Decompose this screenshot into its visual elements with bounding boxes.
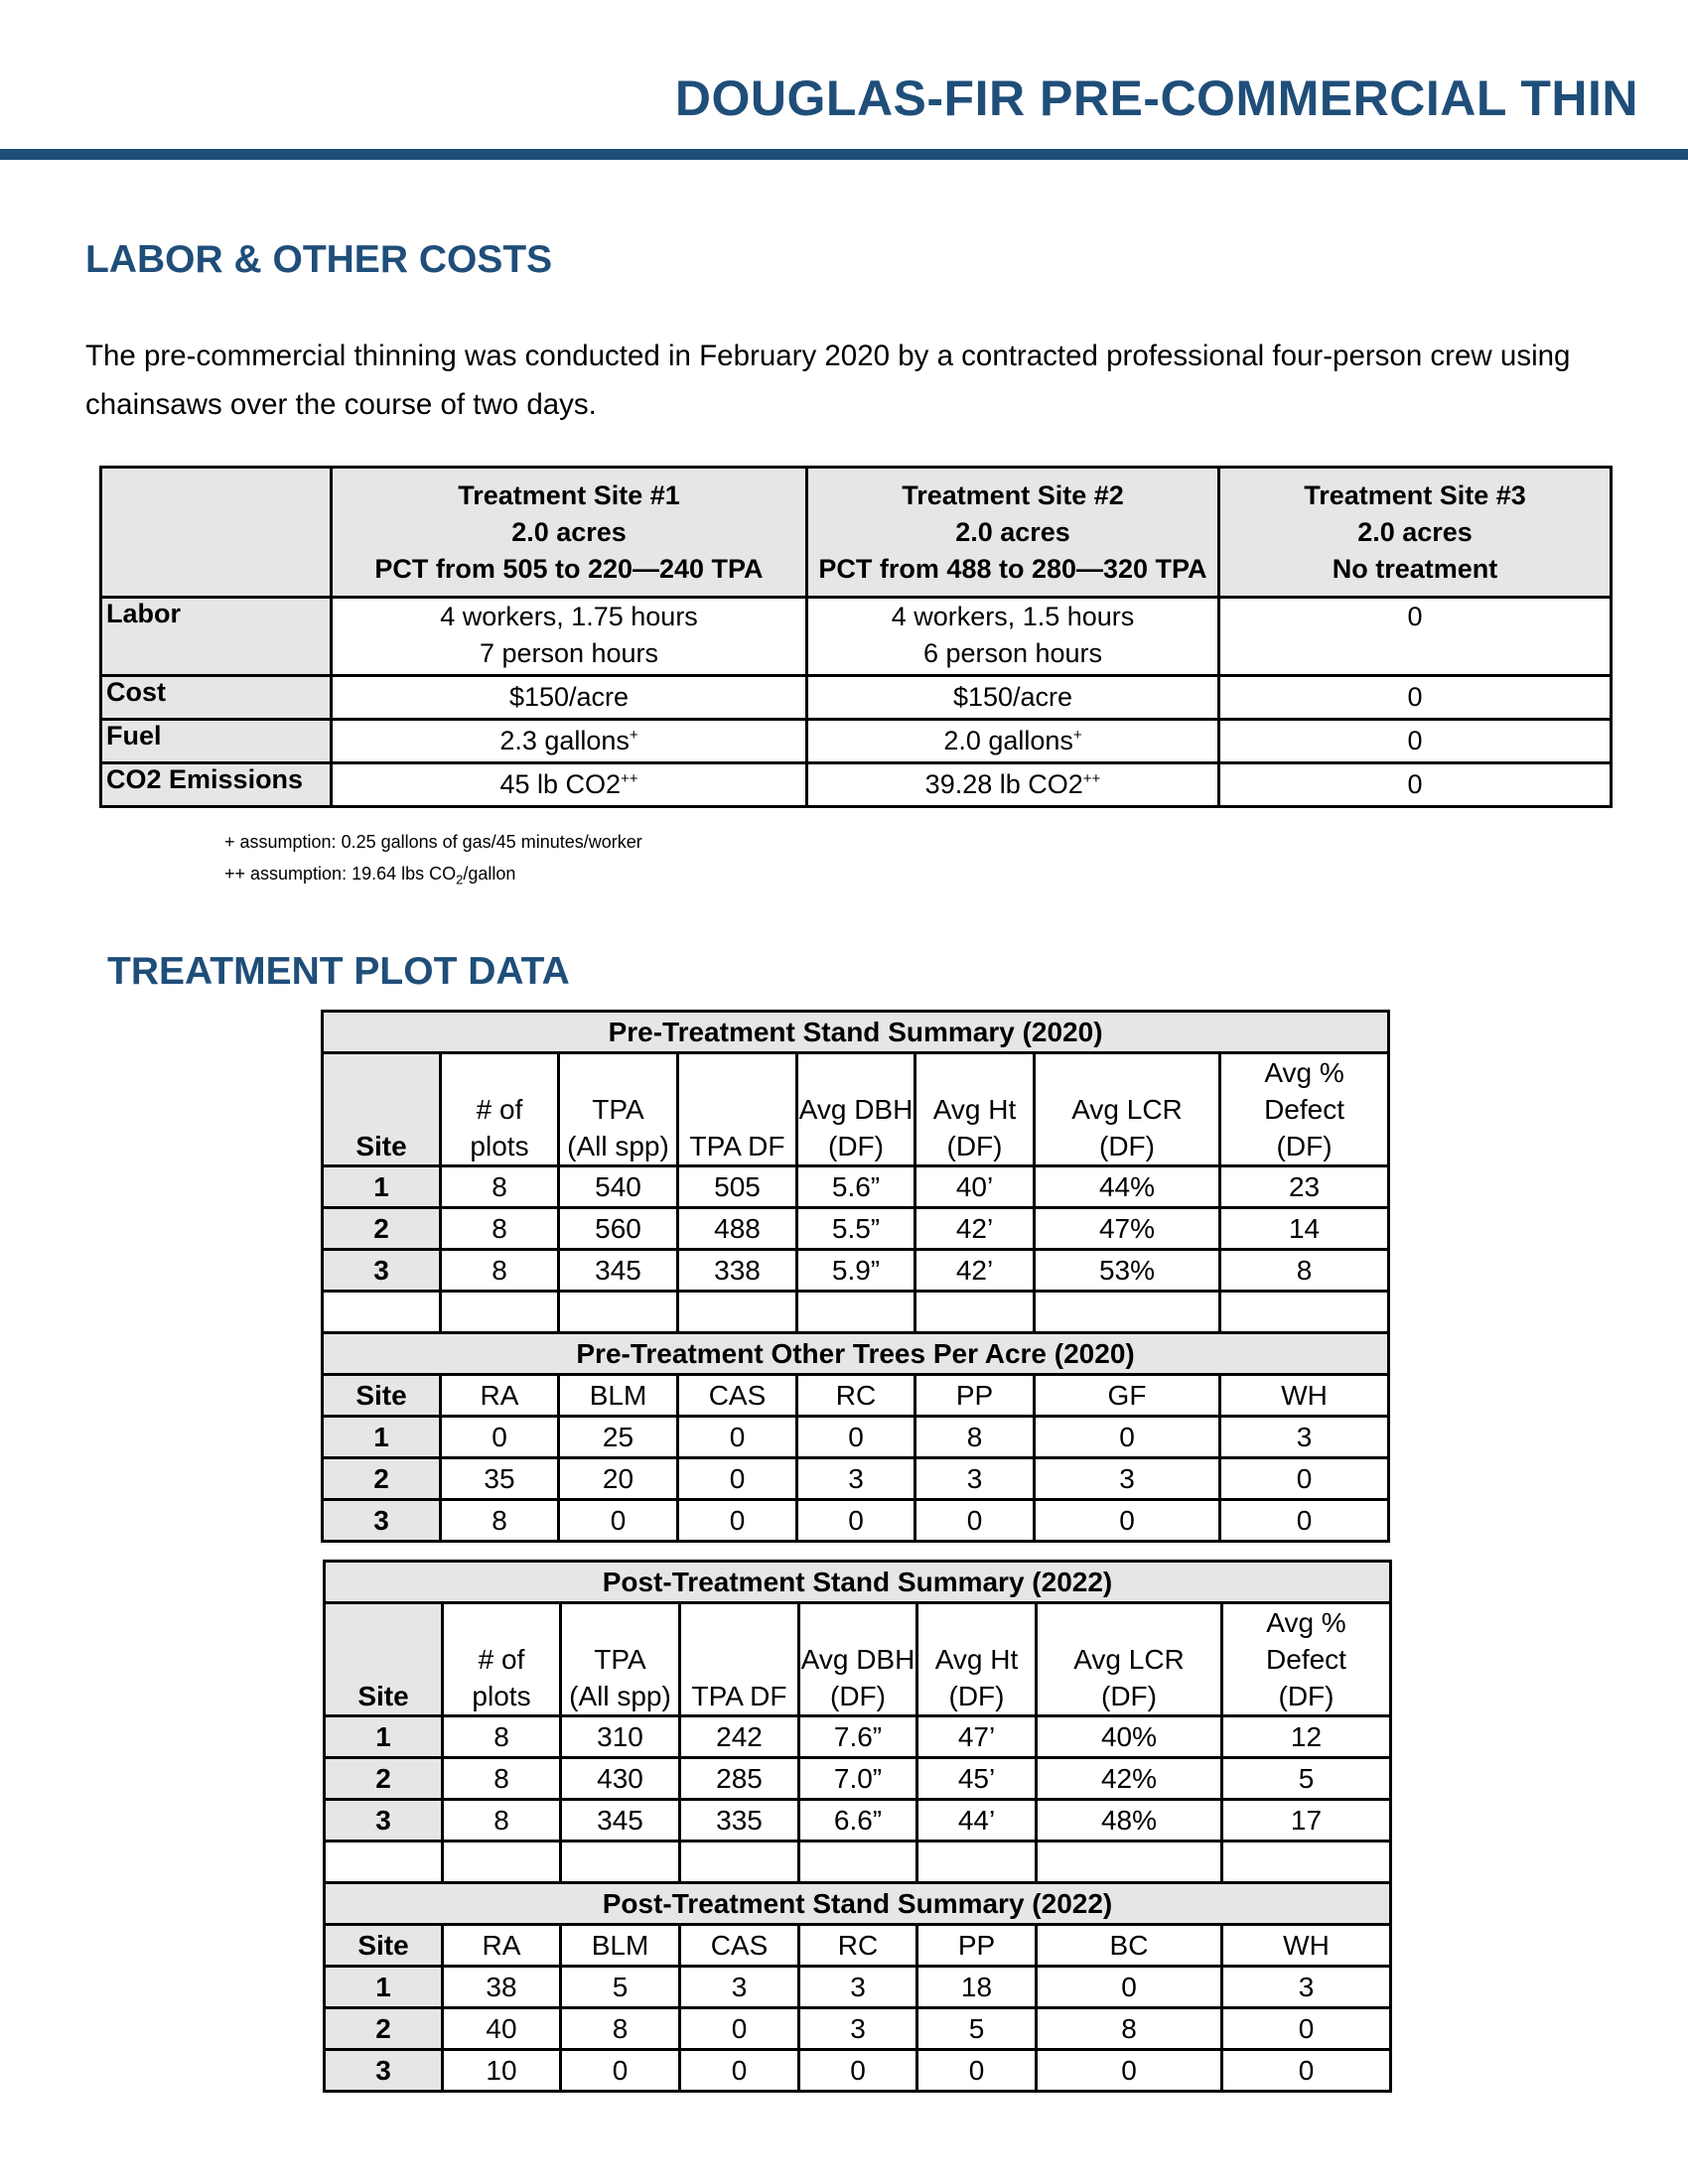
post-other-cell: 5 [561,1967,680,2008]
pre-other-cell: 8 [915,1417,1035,1458]
post-other-header-cas: CAS [680,1925,799,1967]
post-ht-cell: 47’ [917,1716,1037,1758]
post-other-header-ra: RA [443,1925,561,1967]
post-other-site-cell: 3 [325,2050,443,2092]
pre-other-cell: 35 [441,1458,559,1500]
post-header-plots-l2: plots [472,1681,531,1711]
post-header-lcr-l2: (DF) [1101,1681,1157,1711]
footnote-co2-subscript: 2 [456,872,464,887]
site2-name: Treatment Site #2 [902,479,1124,510]
site1-header [332,468,807,598]
post-tpadf-cell: 285 [680,1758,799,1800]
pre-other-cell: 0 [678,1500,797,1542]
post-other-header-bc: BC [1037,1925,1222,1967]
blank-cell [797,1292,915,1333]
pre-header-defect-l2: (DF) [1276,1131,1333,1161]
pre-plots-cell: 8 [441,1208,559,1250]
pre-other-site-cell: 1 [323,1417,441,1458]
blank-cell [915,1292,1035,1333]
post-other-header-rc: RC [799,1925,917,1967]
post-header-defect-l1: Avg % Defect [1266,1607,1346,1675]
post-other-cell: 0 [1037,1967,1222,2008]
cost-row [101,676,1612,720]
post-other-cell: 0 [799,2050,917,2092]
labor-site1-line2: 7 person hours [479,638,659,668]
pre-plots-cell: 8 [441,1166,559,1208]
blank-cell [678,1292,797,1333]
pre-defect-cell: 23 [1220,1166,1389,1208]
table-row [325,1800,1391,1842]
footnote-fuel: + assumption: 0.25 gallons of gas/45 minutes/worker [224,832,642,852]
labor-site2-line1: 4 workers, 1.5 hours [891,602,1135,631]
post-treatment-table [323,1560,1392,2093]
pre-other-cell: 3 [915,1458,1035,1500]
pre-header-ht-l2: (DF) [946,1131,1003,1161]
pre-other-header-gf: GF [1035,1375,1220,1417]
pre-other-cell: 0 [441,1417,559,1458]
post-other-header-blm: BLM [561,1925,680,1967]
pre-dbh-cell: 5.5” [797,1208,915,1250]
table-row [323,1166,1389,1208]
post-other-cell: 3 [799,2008,917,2050]
blank-cell [1222,1842,1391,1883]
co2-row [101,763,1612,807]
co2-row-label: CO2 Emissions [101,763,332,807]
post-dbh-cell: 7.0” [799,1758,917,1800]
blank-cell [323,1292,441,1333]
labor-site3: 0 [1219,598,1612,676]
post-header-tpa-l2: (All spp) [569,1681,671,1711]
labor-table-header-row [101,468,1612,598]
pre-plots-cell: 8 [441,1250,559,1292]
post-header-tpa [561,1603,680,1716]
footnote-co2-unit: /gallon [463,864,516,884]
post-other-cell: 3 [1222,1967,1391,2008]
post-other-title: Post-Treatment Stand Summary (2022) [325,1883,1391,1925]
labor-table-corner-cell [101,468,332,598]
post-lcr-cell: 48% [1037,1800,1222,1842]
pre-header-tpa [559,1053,678,1166]
pre-defect-cell: 14 [1220,1208,1389,1250]
co2-site2-footnote-mark: ++ [1082,770,1101,787]
pre-ht-cell: 40’ [915,1166,1035,1208]
pre-lcr-cell: 47% [1035,1208,1220,1250]
post-site-cell: 3 [325,1800,443,1842]
pre-summary-title-row [323,1012,1389,1053]
post-header-site: Site [325,1603,443,1716]
intro-paragraph: The pre-commercial thinning was conducted in February 2020 by a contracted professional four-person crew using chainsaws over the course of two days. [85,340,1571,421]
post-site-cell: 1 [325,1716,443,1758]
pre-other-cell: 0 [678,1417,797,1458]
fuel-site1-footnote-mark: + [629,727,638,744]
blank-cell [325,1842,443,1883]
pre-dbh-cell: 5.6” [797,1166,915,1208]
post-header-dbh [799,1603,917,1716]
pre-tpa-cell: 560 [559,1208,678,1250]
pre-header-ht-l1: Avg Ht [932,1094,1017,1125]
post-other-cell: 0 [917,2050,1037,2092]
post-tpadf-cell: 335 [680,1800,799,1842]
pre-header-lcr [1035,1053,1220,1166]
post-header-defect [1222,1603,1391,1716]
pre-header-plots [441,1053,559,1166]
post-other-site-cell: 2 [325,2008,443,2050]
fuel-site1-value: 2.3 gallons [499,726,630,755]
blank-cell [559,1292,678,1333]
post-other-cell: 0 [1222,2050,1391,2092]
pre-other-header-cas: CAS [678,1375,797,1417]
labor-row [101,598,1612,676]
table-row [323,1250,1389,1292]
pre-tpadf-cell: 488 [678,1208,797,1250]
title-rule [0,149,1688,160]
pre-other-header-wh: WH [1220,1375,1389,1417]
treatment-plot-heading: TREATMENT PLOT DATA [107,950,570,993]
table-row [325,1967,1391,2008]
post-tpadf-cell: 242 [680,1716,799,1758]
post-other-header-wh: WH [1222,1925,1391,1967]
pre-header-lcr-l2: (DF) [1099,1131,1155,1161]
pre-ht-cell: 42’ [915,1250,1035,1292]
table-row [323,1458,1389,1500]
post-tpa-cell: 430 [561,1758,680,1800]
site2-header [807,468,1219,598]
post-summary-title: Post-Treatment Stand Summary (2022) [325,1562,1391,1603]
blank-cell [1220,1292,1389,1333]
blank-cell [917,1842,1037,1883]
footnote-co2 [224,864,515,885]
co2-site2 [807,763,1219,807]
pre-other-title-row [323,1333,1389,1375]
post-other-cell: 0 [1222,2008,1391,2050]
pre-other-header-blm: BLM [559,1375,678,1417]
blank-cell [1037,1842,1222,1883]
pre-other-header-site: Site [323,1375,441,1417]
post-header-ht-l1: Avg Ht [934,1644,1019,1675]
labor-costs-heading: LABOR & OTHER COSTS [85,238,553,281]
table-row [325,1716,1391,1758]
blank-cell [443,1842,561,1883]
post-plots-cell: 8 [443,1758,561,1800]
post-header-lcr [1037,1603,1222,1716]
pre-lcr-cell: 44% [1035,1166,1220,1208]
labor-site1-line1: 4 workers, 1.75 hours [440,602,698,631]
labor-costs-table [99,466,1613,808]
pre-site-cell: 2 [323,1208,441,1250]
pre-other-header-row [323,1375,1389,1417]
post-site-cell: 2 [325,1758,443,1800]
pre-site-cell: 1 [323,1166,441,1208]
pre-other-cell: 0 [915,1500,1035,1542]
table-row [325,1758,1391,1800]
pre-other-cell: 0 [797,1417,915,1458]
post-other-header-row [325,1925,1391,1967]
post-other-cell: 8 [1037,2008,1222,2050]
pre-lcr-cell: 53% [1035,1250,1220,1292]
pre-site-cell: 3 [323,1250,441,1292]
post-tpa-cell: 345 [561,1800,680,1842]
table-row [323,1208,1389,1250]
post-other-title-row [325,1883,1391,1925]
pre-other-cell: 0 [1035,1500,1220,1542]
post-other-header-site: Site [325,1925,443,1967]
post-other-cell: 0 [561,2050,680,2092]
pre-header-lcr-l1: Avg LCR [1071,1094,1183,1125]
pre-other-site-cell: 2 [323,1458,441,1500]
co2-site1 [332,763,807,807]
pre-other-cell: 25 [559,1417,678,1458]
site1-acres: 2.0 acres [511,516,627,547]
pre-other-site-cell: 3 [323,1500,441,1542]
post-header-tpadf: TPA DF [680,1603,799,1716]
site3-header [1219,468,1612,598]
fuel-site2-value: 2.0 gallons [943,726,1073,755]
pre-other-header-rc: RC [797,1375,915,1417]
post-other-header-pp: PP [917,1925,1037,1967]
pre-other-cell: 0 [1220,1500,1389,1542]
blank-row [323,1292,1389,1333]
co2-site2-value: 39.28 lb CO2 [924,769,1083,799]
fuel-row [101,720,1612,763]
site2-desc: PCT from 488 to 280—320 TPA [818,553,1207,584]
blank-cell [441,1292,559,1333]
cost-site3: 0 [1219,676,1612,720]
post-header-dbh-l1: Avg DBH [800,1644,915,1675]
pre-other-cell: 20 [559,1458,678,1500]
pre-other-cell: 0 [678,1458,797,1500]
pre-tpadf-cell: 338 [678,1250,797,1292]
pre-other-header-pp: PP [915,1375,1035,1417]
post-other-cell: 5 [917,2008,1037,2050]
pre-header-dbh-l1: Avg DBH [798,1094,914,1125]
post-header-plots-l1: # of [478,1644,525,1675]
table-row [323,1417,1389,1458]
table-row [325,2050,1391,2092]
post-other-cell: 3 [799,1967,917,2008]
post-header-dbh-l2: (DF) [830,1681,886,1711]
post-defect-cell: 17 [1222,1800,1391,1842]
pre-header-site: Site [323,1053,441,1166]
pre-other-cell: 0 [797,1500,915,1542]
site3-name: Treatment Site #3 [1304,479,1526,510]
post-header-ht-l2: (DF) [948,1681,1005,1711]
post-other-cell: 0 [680,2008,799,2050]
pre-other-header-ra: RA [441,1375,559,1417]
post-header-tpa-l1: TPA [594,1644,646,1675]
pre-header-dbh-l2: (DF) [828,1131,884,1161]
co2-site1-value: 45 lb CO2 [499,769,622,799]
pre-other-cell: 0 [1035,1417,1220,1458]
post-other-cell: 3 [680,1967,799,2008]
blank-cell [680,1842,799,1883]
pre-other-cell: 3 [1035,1458,1220,1500]
pre-header-ht [915,1053,1035,1166]
site3-acres: 2.0 acres [1357,516,1473,547]
fuel-site3: 0 [1219,720,1612,763]
post-dbh-cell: 7.6” [799,1716,917,1758]
post-ht-cell: 45’ [917,1758,1037,1800]
pre-header-tpa-l2: (All spp) [567,1131,669,1161]
post-summary-header-row [325,1603,1391,1716]
co2-site3: 0 [1219,763,1612,807]
pre-tpadf-cell: 505 [678,1166,797,1208]
blank-cell [1035,1292,1220,1333]
co2-site1-footnote-mark: ++ [621,770,638,787]
post-header-plots [443,1603,561,1716]
fuel-site1 [332,720,807,763]
pre-other-cell: 0 [1220,1458,1389,1500]
labor-site1 [332,598,807,676]
pre-header-tpadf: TPA DF [678,1053,797,1166]
pre-tpa-cell: 345 [559,1250,678,1292]
post-tpa-cell: 310 [561,1716,680,1758]
labor-site2-line2: 6 person hours [922,638,1103,668]
pre-header-dbh [797,1053,915,1166]
pre-summary-title: Pre-Treatment Stand Summary (2020) [323,1012,1389,1053]
post-other-site-cell: 1 [325,1967,443,2008]
post-ht-cell: 44’ [917,1800,1037,1842]
pre-other-cell: 3 [1220,1417,1389,1458]
post-header-defect-l2: (DF) [1278,1681,1335,1711]
post-other-cell: 10 [443,2050,561,2092]
table-row [325,2008,1391,2050]
post-plots-cell: 8 [443,1800,561,1842]
cost-site1: $150/acre [332,676,807,720]
labor-site2 [807,598,1219,676]
post-other-cell: 8 [561,2008,680,2050]
post-defect-cell: 12 [1222,1716,1391,1758]
pre-tpa-cell: 540 [559,1166,678,1208]
post-other-cell: 0 [1037,2050,1222,2092]
post-other-cell: 18 [917,1967,1037,2008]
post-other-cell: 40 [443,2008,561,2050]
pre-header-plots-l1: # of [476,1094,523,1125]
blank-row [325,1842,1391,1883]
post-summary-title-row [325,1562,1391,1603]
site1-desc: PCT from 505 to 220—240 TPA [374,553,764,584]
pre-header-defect-l1: Avg % Defect [1264,1057,1345,1125]
post-defect-cell: 5 [1222,1758,1391,1800]
fuel-row-label: Fuel [101,720,332,763]
pre-other-cell: 8 [441,1500,559,1542]
table-row [323,1500,1389,1542]
blank-cell [561,1842,680,1883]
post-other-cell: 0 [680,2050,799,2092]
footnote-co2-text: ++ assumption: 19.64 lbs CO [224,864,457,884]
pre-header-tpa-l1: TPA [592,1094,644,1125]
post-header-lcr-l1: Avg LCR [1073,1644,1185,1675]
site1-name: Treatment Site #1 [458,479,680,510]
labor-row-label: Labor [101,598,332,676]
fuel-site2 [807,720,1219,763]
pre-summary-header-row [323,1053,1389,1166]
pre-header-plots-l2: plots [470,1131,529,1161]
site3-desc: No treatment [1332,553,1498,584]
pre-other-cell: 3 [797,1458,915,1500]
pre-dbh-cell: 5.9” [797,1250,915,1292]
post-other-cell: 38 [443,1967,561,2008]
pre-defect-cell: 8 [1220,1250,1389,1292]
pre-header-defect [1220,1053,1389,1166]
cost-site2: $150/acre [807,676,1219,720]
cost-row-label: Cost [101,676,332,720]
pre-other-cell: 0 [559,1500,678,1542]
document-title: DOUGLAS-FIR PRE-COMMERCIAL THIN [674,70,1638,126]
pre-other-title: Pre-Treatment Other Trees Per Acre (2020) [323,1333,1389,1375]
blank-cell [799,1842,917,1883]
post-header-ht [917,1603,1037,1716]
fuel-site2-footnote-mark: + [1072,727,1082,744]
post-lcr-cell: 40% [1037,1716,1222,1758]
site2-acres: 2.0 acres [955,516,1070,547]
post-plots-cell: 8 [443,1716,561,1758]
post-lcr-cell: 42% [1037,1758,1222,1800]
pre-ht-cell: 42’ [915,1208,1035,1250]
post-dbh-cell: 6.6” [799,1800,917,1842]
pre-treatment-table [321,1010,1390,1543]
